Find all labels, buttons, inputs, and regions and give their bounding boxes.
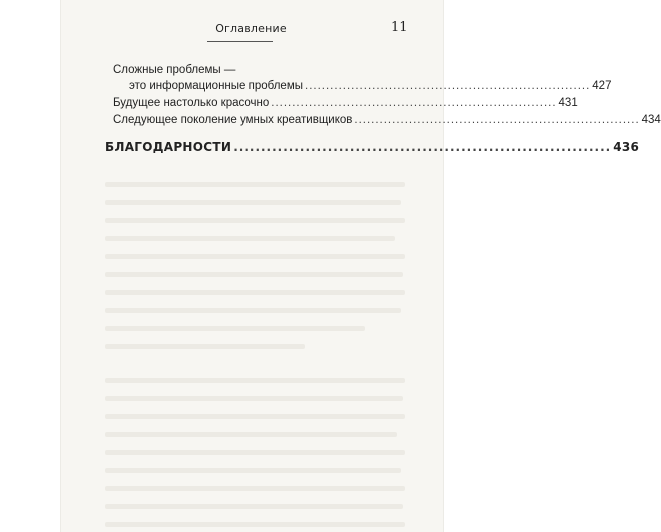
toc-section-page: 436	[613, 140, 640, 154]
toc-entry-title: Сложные проблемы —	[113, 64, 236, 76]
toc-section-acknowledgements	[105, 140, 640, 154]
toc-entry-page: 434	[641, 114, 661, 126]
toc-leader-dots: ....................................................................	[354, 114, 640, 126]
running-title: Оглавление	[215, 22, 287, 35]
toc-entry-future-colorful	[113, 97, 578, 109]
toc-entry-title: Будущее настолько красочно	[113, 97, 270, 109]
toc-entry-title: Следующее поколение умных креативщиков	[113, 114, 353, 126]
page-number: 11	[391, 20, 408, 35]
toc-leader-dots: ....................................................................	[233, 140, 612, 154]
toc-entry-title: это информационные проблемы	[129, 80, 304, 92]
toc-entry-page: 427	[592, 80, 612, 92]
toc-entry-hard-problems-line-2	[129, 80, 612, 92]
toc-leader-dots: ....................................................................	[305, 80, 591, 92]
toc-entry-page: 431	[558, 97, 578, 109]
page-header	[61, 22, 443, 52]
book-page	[61, 0, 661, 532]
toc-entry-hard-problems-line-1	[113, 64, 235, 76]
toc-entry-next-generation	[113, 114, 661, 126]
toc-leader-dots: ....................................................................	[271, 97, 557, 109]
header-rule	[207, 41, 273, 42]
toc-section-title: БЛАГОДАРНОСТИ	[105, 140, 232, 154]
